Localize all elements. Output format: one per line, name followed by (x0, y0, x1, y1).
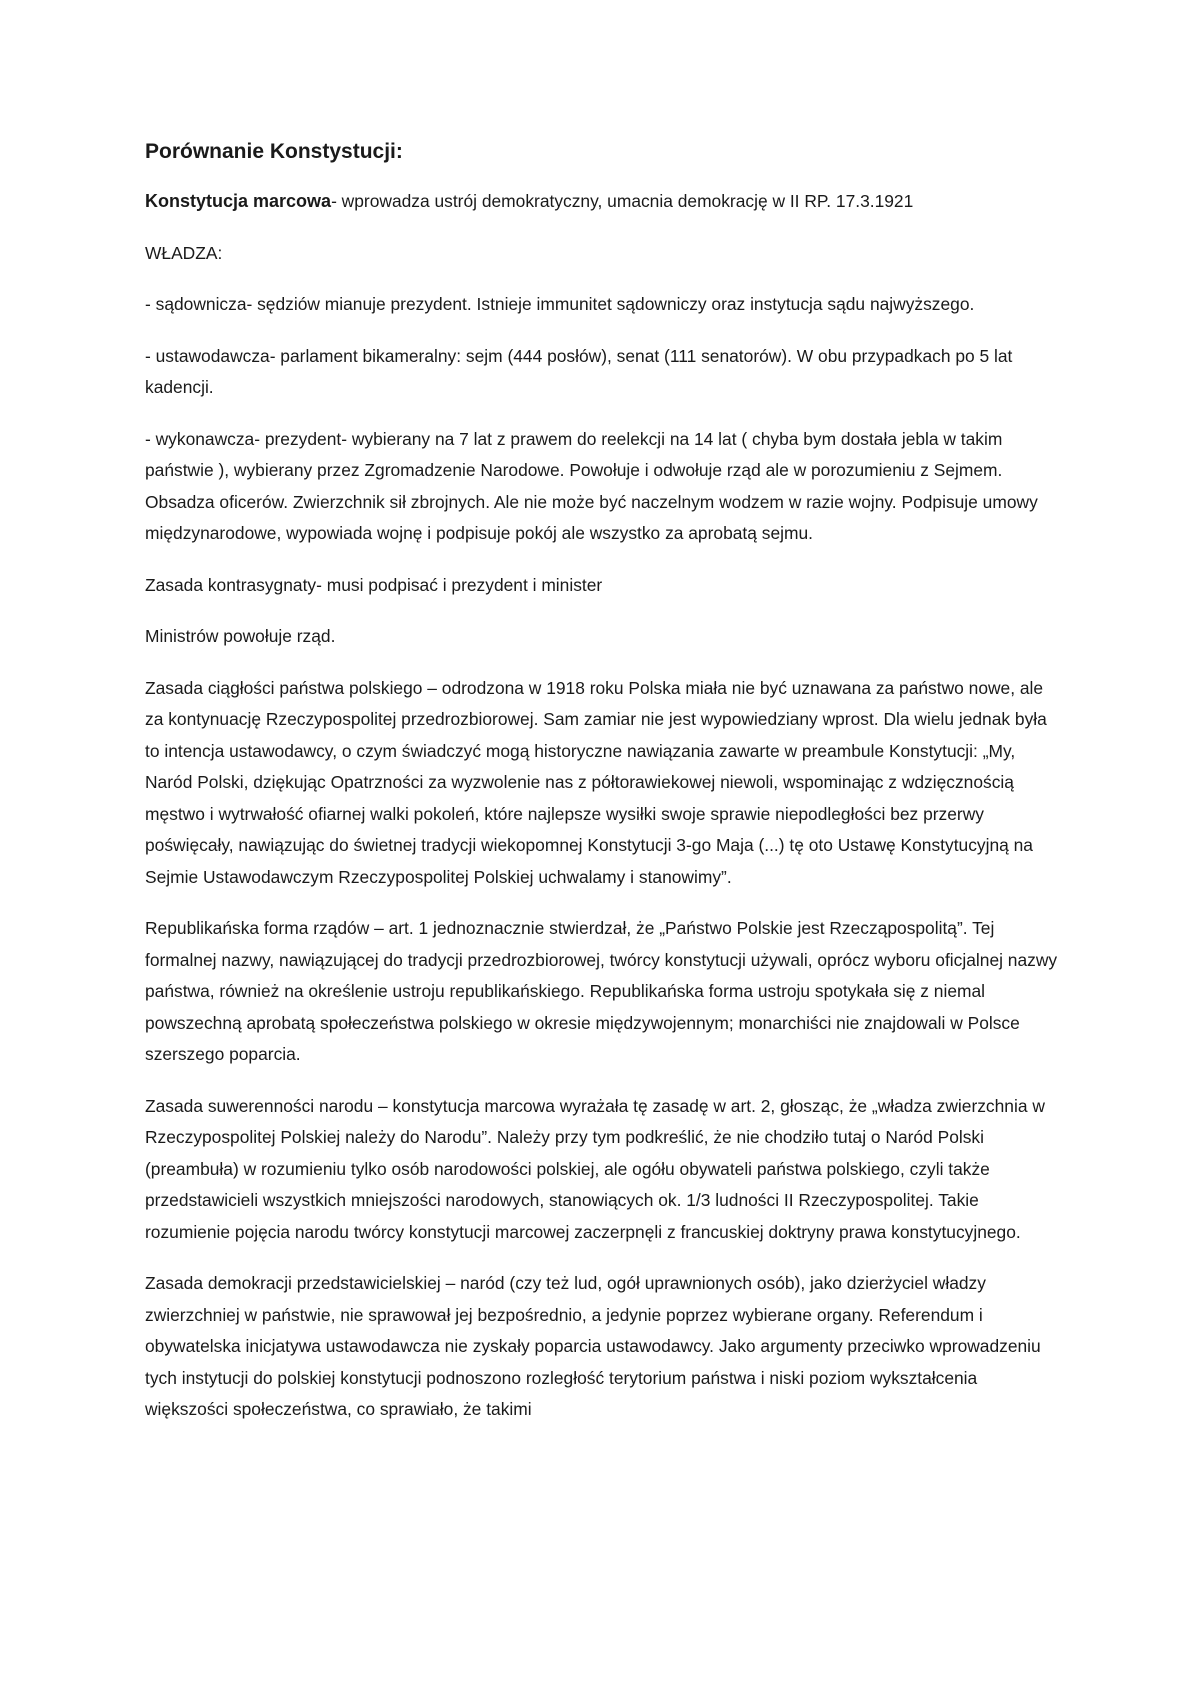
intro-bold-term: Konstytucja marcowa (145, 191, 332, 211)
document-title: Porównanie Konstystucji: (145, 140, 403, 163)
paragraph-ustawodawcza: - ustawodawcza- parlament bikameralny: sejm (444 posłów), senat (111 senatorów). W obu przypadkach po 5 lat kadencji. (145, 345, 1013, 397)
paragraph-wladza-heading: WŁADZA: (145, 242, 223, 263)
paragraph-sadownicza: - sądownicza- sędziów mianuje prezydent. Istnieje immunitet sądowniczy oraz instytucja sądu najwyższego. (145, 294, 975, 314)
intro-text: - wprowadza ustrój demokratyczny, umacnia demokrację w II RP. 17.3.1921 (331, 191, 914, 211)
paragraph-forma-republikanska: Republikańska forma rządów – art. 1 jednoznacznie stwierdzał, że „Państwo Polskie jest Rzecząpospolitą”. Tej formalnej nazwy, nawiązującej do tradycji przedrozbiorowej, twórcy konstytucji używali, oprócz wyboru oficjalnej nazwy państwa, również na określenie ustroju republikańskiego. Republikańska forma ustroju spotykała się z niemal powszechną aprobatą społeczeństwa polskiego w okresie międzywojennym; monarchiści nie znajdowali w Polsce szerszego poparcia. (145, 918, 1058, 1064)
paragraph-ciaglosc-panstwa: Zasada ciągłości państwa polskiego – odrodzona w 1918 roku Polska miała nie być uznawana za państwo nowe, ale za kontynuację Rzeczypospolitej przedrozbiorowej. Sam zamiar nie jest wypowiedziany wprost. Dla wielu jednak była to intencja ustawodawcy, o czym świadczyć mogą historyczne nawiązania zawarte w preambule Konstytucji: „My, Naród Polski, dziękując Opatrzności za wyzwolenie nas z półtorawiekowej niewoli, wspominając z wdzięcznością męstwo i wytrwałość ofiarnej walki pokoleń, które najlepsze wysiłki swoje sprawie niepodległości bez przerwy poświęcały, nawiązując do świetnej tradycji wiekopomnej Konstytucji 3-go Maja (...) tę oto Ustawę Konstytucyjną na Sejmie Ustawodawczym Rzeczypospolitej Polskiej uchwalamy i stanowimy”. (145, 677, 1047, 887)
paragraph-suwerennosc-narodu: Zasada suwerenności narodu – konstytucja marcowa wyrażała tę zasadę w art. 2, głosząc, że „władza zwierzchnia w Rzeczypospolitej Polskiej należy do Narodu”. Należy przy tym podkreślić, że nie chodziło tutaj o Naród Polski (preambuła) w rozumieniu tylko osób narodowości polskiej, ale ogółu obywateli państwa polskiego, czyli także przedstawicieli wszystkich mniejszości narodowych, stanowiących ok. 1/3 ludności II Rzeczypospolitej. Takie rozumienie pojęcia narodu twórcy konstytucji marcowej zaczerpnęli z francuskiej doktryny prawa konstytucyjnego. (145, 1095, 1045, 1242)
paragraph-ministrowie: Ministrów powołuje rząd. (145, 626, 336, 646)
paragraph-kontrasygnata: Zasada kontrasygnaty- musi podpisać i prezydent i minister (145, 574, 603, 595)
paragraph-wykonawcza: - wykonawcza- prezydent- wybierany na 7 lat z prawem do reelekcji na 14 lat ( chyba bym dostała jebla w takim państwie ), wybierany przez Zgromadzenie Narodowe. Powołuje i odwołuje rząd ale w porozumieniu z Sejmem. Obsadza oficerów. Zwierzchnik sił zbrojnych. Ale nie może być naczelnym wodzem w razie wojny. Podpisuje umowy międzynarodowe, wypowiada wojnę i podpisuje pokój ale wszystko za aprobatą sejmu. (145, 428, 1038, 543)
document-page (145, 138, 1065, 1446)
intro-paragraph (145, 186, 1065, 218)
paragraph-demokracja-przedstawicielska: Zasada demokracji przedstawicielskiej – naród (czy też lud, ogół uprawnionych osób), jako dzierżyciel władzy zwierzchniej w państwie, nie sprawował jej bezpośrednio, a jedynie poprzez wybierane organy. Referendum i obywatelska inicjatywa ustawodawcza nie zyskały poparcia ustawodawcy. Jako argumenty przeciwko wprowadzeniu tych instytucji do polskiej konstytucji podnoszono rozległość terytorium państwa i niski poziom wykształcenia większości społeczeństwa, co sprawiało, że takimi (145, 1273, 1041, 1419)
